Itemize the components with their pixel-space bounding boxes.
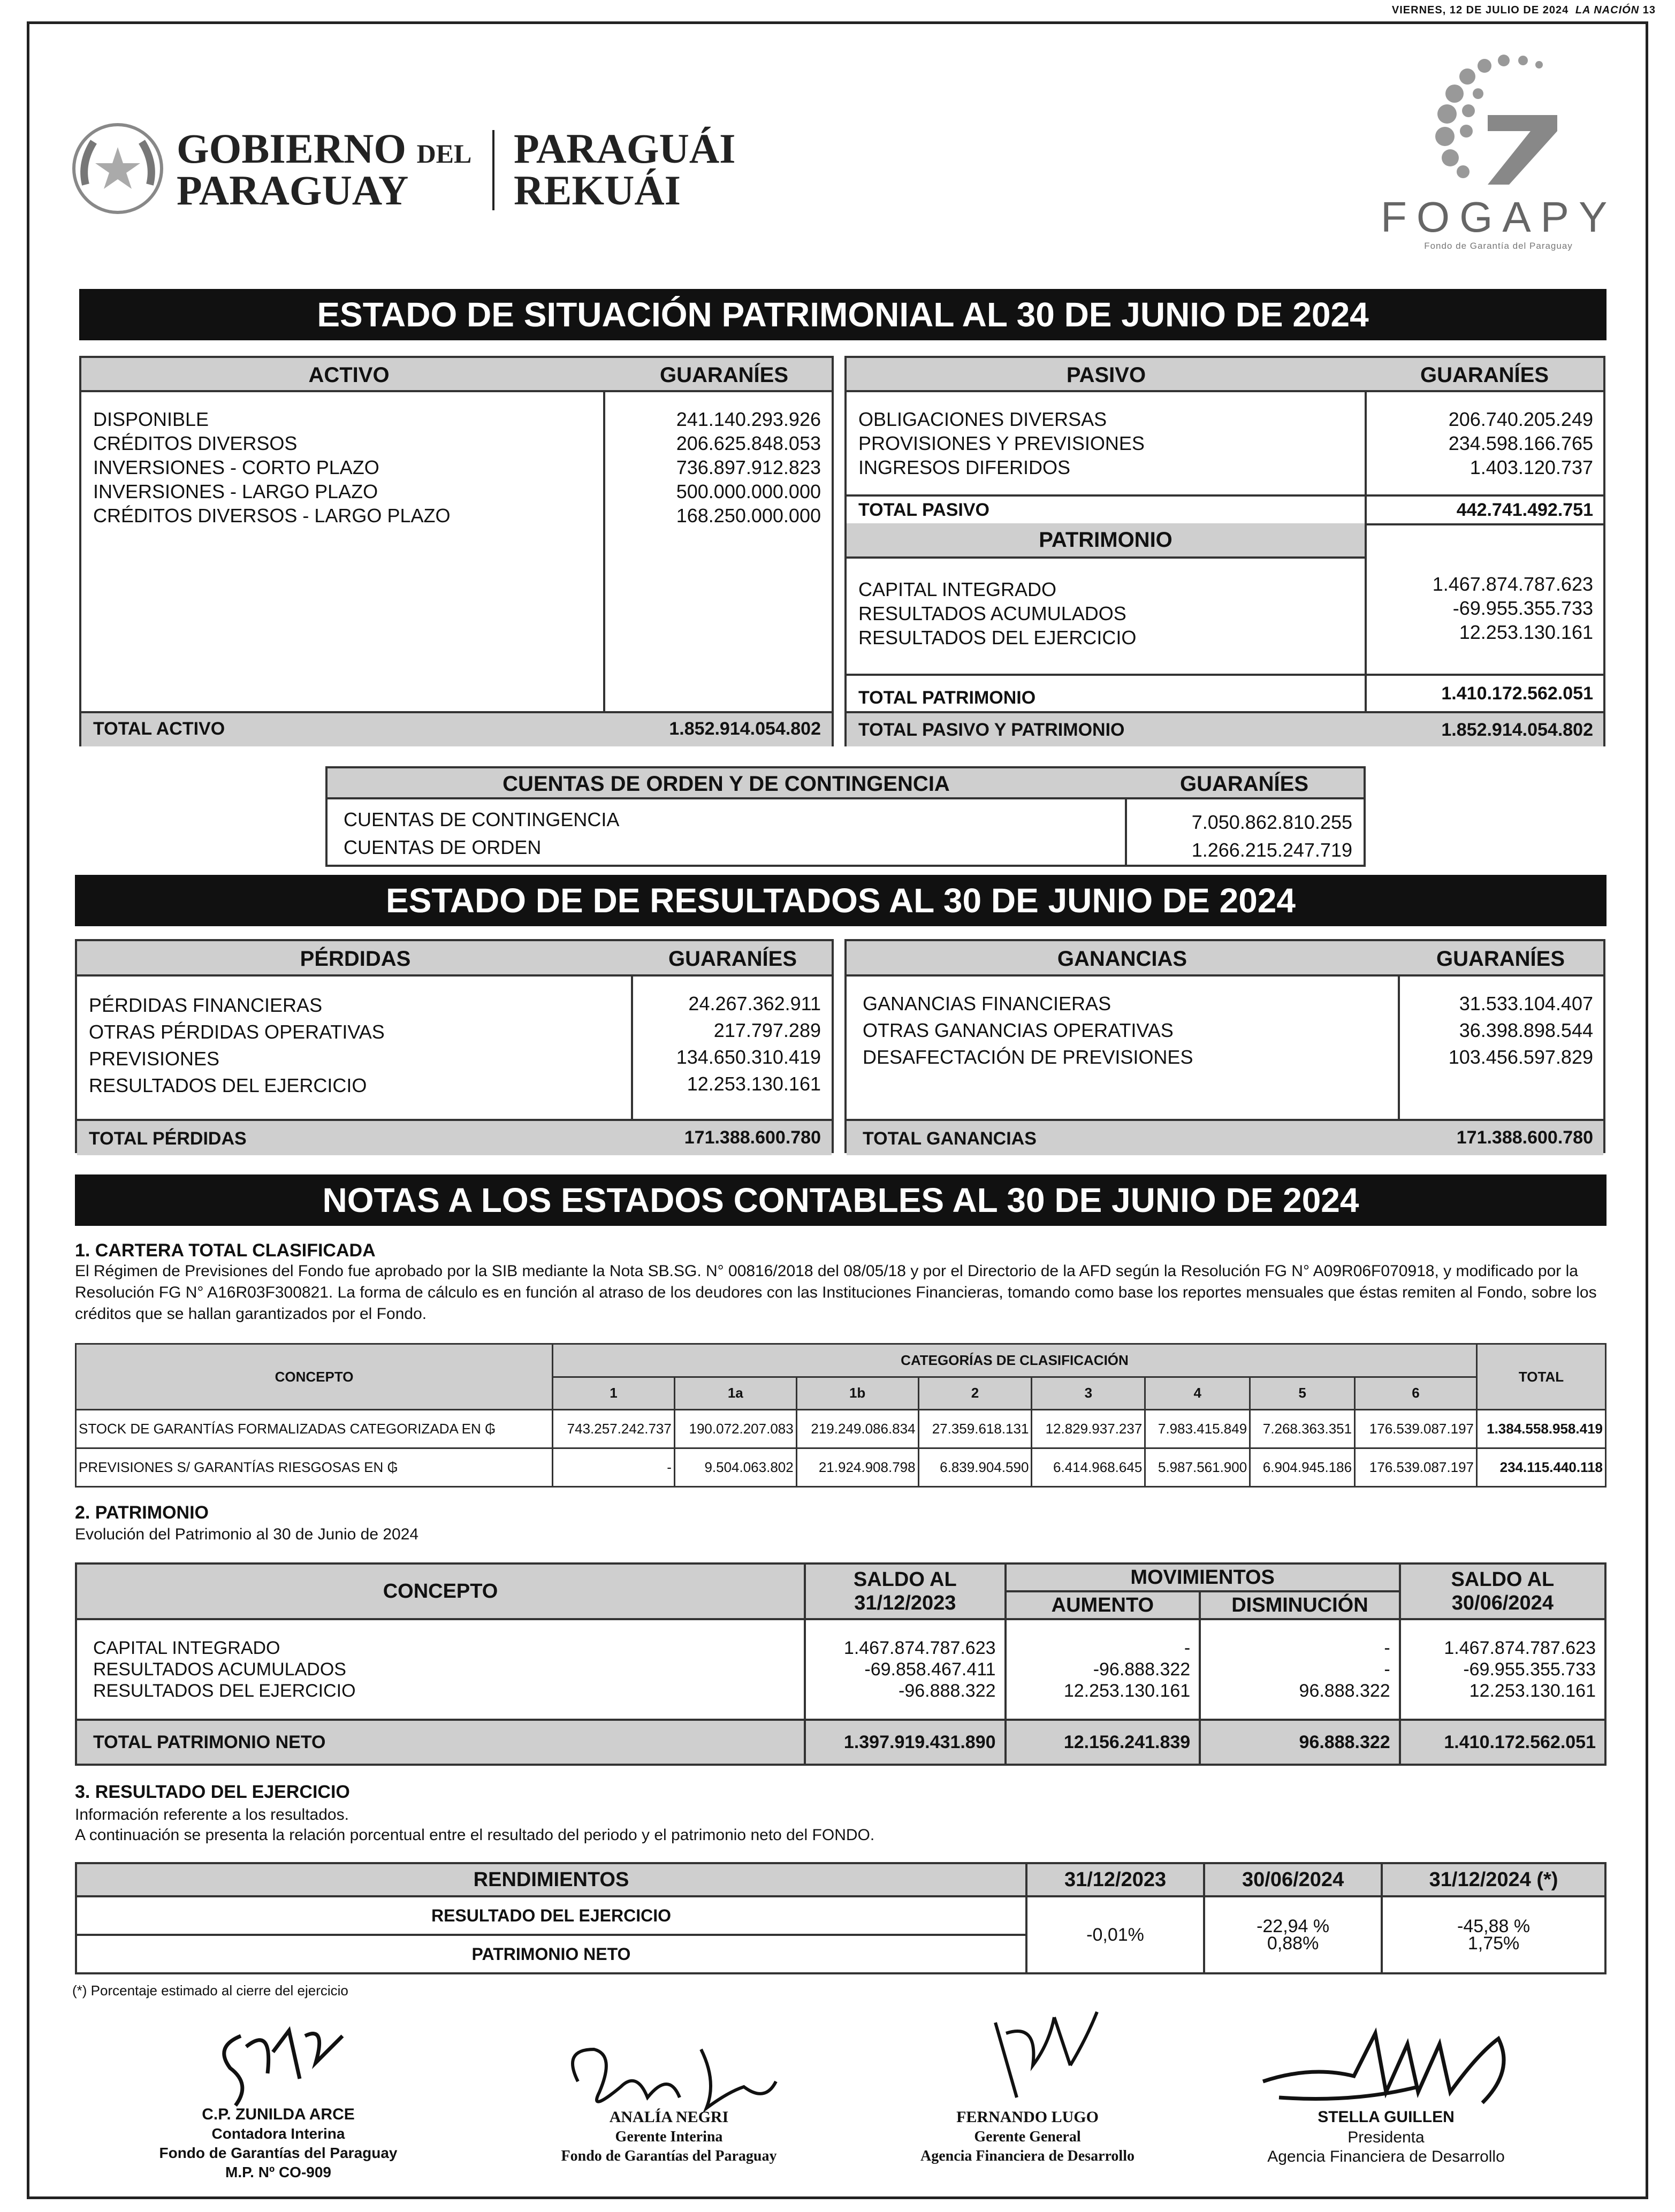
cuentas-value: 1.266.215.247.719 xyxy=(1191,839,1352,861)
pat-aumento-header: AUMENTO xyxy=(1006,1591,1200,1619)
nota3-title: 3. RESULTADO DEL EJERCICIO xyxy=(75,1782,350,1802)
activo-value: 736.897.912.823 xyxy=(676,456,821,478)
total-activo-label: TOTAL ACTIVO xyxy=(93,719,225,739)
pat-row-label: CAPITAL INTEGRADO xyxy=(93,1638,280,1659)
activo-label: INVERSIONES - LARGO PLAZO xyxy=(93,480,378,502)
pasivo-label: OBLIGACIONES DIVERSAS xyxy=(858,408,1107,430)
nota2-title: 2. PATRIMONIO xyxy=(75,1502,209,1523)
pat-concepto-header: CONCEPTO xyxy=(76,1563,805,1619)
patrimonio-label: RESULTADOS ACUMULADOS xyxy=(858,602,1126,624)
cuentas-box xyxy=(325,766,1366,867)
total-perdidas-value: 171.388.600.780 xyxy=(684,1127,821,1148)
total-perdidas-row xyxy=(77,1119,832,1155)
ganancias-value: 31.533.104.407 xyxy=(1459,993,1593,1015)
signature-3-role2: Agencia Financiera de Desarrollo xyxy=(920,2148,1135,2164)
patrimonio-label: RESULTADOS DEL EJERCICIO xyxy=(858,627,1137,649)
signature-4-image xyxy=(1247,2012,1525,2124)
ganancias-box xyxy=(844,939,1605,1153)
laurel-star-icon xyxy=(70,120,166,217)
pat-saldo1-header xyxy=(805,1563,1005,1619)
perdidas-label: PÉRDIDAS FINANCIERAS xyxy=(89,994,323,1016)
pasivo-label: PROVISIONES Y PREVISIONES xyxy=(858,432,1145,454)
cat-col-header: 1b xyxy=(796,1377,918,1410)
pat-labels xyxy=(76,1619,805,1720)
cat-cell: 743.257.242.737 xyxy=(553,1410,675,1448)
signature-1-role1: Contadora Interina xyxy=(211,2125,345,2142)
pat-total-label: TOTAL PATRIMONIO NETO xyxy=(76,1720,805,1765)
total-ganancias-label: TOTAL GANANCIAS xyxy=(863,1128,1037,1149)
rend-col-header: 30/06/2024 xyxy=(1204,1863,1382,1896)
balance-title: ESTADO DE SITUACIÓN PATRIMONIAL AL 30 DE JUNIO DE 2024 xyxy=(79,289,1607,340)
activo-label: CRÉDITOS DIVERSOS - LARGO PLAZO xyxy=(93,505,451,527)
rend-value-2023: -0,01% xyxy=(1026,1896,1204,1973)
cat-cell: 27.359.618.131 xyxy=(918,1410,1032,1448)
total-activo-value: 1.852.914.054.802 xyxy=(669,719,821,739)
cat-cell: 176.539.087.197 xyxy=(1355,1448,1477,1487)
pat-cell: - xyxy=(1384,1659,1390,1680)
pat-cell: - xyxy=(1384,1638,1390,1659)
perdidas-label: PREVISIONES xyxy=(89,1048,220,1070)
signature-2-name: ANALÍA NEGRI xyxy=(609,2108,729,2126)
cat-cell: 5.987.561.900 xyxy=(1145,1448,1250,1487)
total-ganancias-value: 171.388.600.780 xyxy=(1456,1127,1593,1148)
ganancias-label: OTRAS GANANCIAS OPERATIVAS xyxy=(863,1019,1174,1041)
activo-value: 168.250.000.000 xyxy=(676,505,821,527)
cat-row-label: PREVISIONES S/ GARANTÍAS RIESGOSAS EN ₲ xyxy=(76,1448,553,1487)
pasivo-label: INGRESOS DIFERIDOS xyxy=(858,456,1071,478)
pat-cell: -96.888.322 xyxy=(1093,1659,1191,1680)
ganancias-value: 103.456.597.829 xyxy=(1448,1046,1593,1068)
total-activo-row xyxy=(81,711,832,746)
rend-col-header: 31/12/2024 (*) xyxy=(1382,1863,1605,1896)
cat-cell: 21.924.908.798 xyxy=(796,1448,918,1487)
government-logo xyxy=(70,120,781,217)
pat-cell: -69.955.355.733 xyxy=(1463,1659,1596,1680)
header-date: VIERNES, 12 DE JULIO DE 2024 xyxy=(1391,4,1569,16)
pat-cell: 96.888.322 xyxy=(1299,1681,1390,1702)
pasivo-guaranies-header: GUARANÍES xyxy=(1420,363,1549,387)
pat-total-cell: 12.156.241.839 xyxy=(1006,1720,1200,1765)
fogapy-subtitle: Fondo de Garantía del Paraguay xyxy=(1424,241,1573,251)
activo-label: CRÉDITOS DIVERSOS xyxy=(93,432,298,454)
nota1-title: 1. CARTERA TOTAL CLASIFICADA xyxy=(75,1240,376,1261)
header-newspaper: LA NACIÓN xyxy=(1575,4,1640,16)
perdidas-value: 134.650.310.419 xyxy=(676,1046,821,1068)
patrimonio-value: 1.467.874.787.623 xyxy=(1432,573,1593,595)
rend-col-header: 31/12/2023 xyxy=(1026,1863,1204,1896)
pat-row-label: RESULTADOS DEL EJERCICIO xyxy=(93,1681,356,1702)
ganancias-value: 36.398.898.544 xyxy=(1459,1019,1593,1041)
activo-label: INVERSIONES - CORTO PLAZO xyxy=(93,456,379,478)
total-perdidas-label: TOTAL PÉRDIDAS xyxy=(89,1128,247,1149)
total-pasivo-value: 442.741.492.751 xyxy=(1456,500,1593,520)
nota3-text2: A continuación se presenta la relación porcentual entre el resultado del periodo y el patrimonio neto del FONDO. xyxy=(75,1826,875,1844)
logo-divider xyxy=(492,130,494,210)
pat-cell: -96.888.322 xyxy=(899,1681,996,1702)
rend-value: 0,88% xyxy=(1267,1933,1319,1954)
resultados-title: ESTADO DE DE RESULTADOS AL 30 DE JUNIO DE 2024 xyxy=(75,875,1607,926)
cat-row-label: STOCK DE GARANTÍAS FORMALIZADAS CATEGORIZADA EN ₲ xyxy=(76,1410,553,1448)
gov-name-del: DEL xyxy=(416,139,472,169)
signature-1-role3: M.P. Nº CO-909 xyxy=(225,2164,331,2180)
activo-guaranies-header: GUARANÍES xyxy=(659,363,789,387)
cat-cell: 7.268.363.351 xyxy=(1250,1410,1355,1448)
ganancias-header: GANANCIAS xyxy=(1057,947,1187,971)
total-pasivo-row xyxy=(847,494,1603,525)
pat-cell: 12.253.130.161 xyxy=(1469,1681,1596,1702)
signature-3-image xyxy=(963,2001,1124,2119)
patrimonio-value: 12.253.130.161 xyxy=(1459,621,1593,643)
signature-2-role1: Gerente Interina xyxy=(615,2129,723,2145)
perdidas-value: 24.267.362.911 xyxy=(688,993,821,1015)
activo-value: 206.625.848.053 xyxy=(676,432,821,454)
cat-col-header: 3 xyxy=(1032,1377,1145,1410)
total-patrimonio-value: 1.410.172.562.051 xyxy=(1441,683,1593,704)
perdidas-value: 12.253.130.161 xyxy=(687,1073,821,1095)
newspaper-header xyxy=(1392,4,1656,17)
signature-4-name: STELLA GUILLEN xyxy=(1318,2108,1455,2126)
activo-divider xyxy=(603,392,605,746)
rend-cell-2024-12 xyxy=(1382,1896,1605,1973)
fogapy-dots-icon xyxy=(1429,51,1568,190)
activo-box xyxy=(79,356,834,746)
pat-saldo2-header xyxy=(1400,1563,1605,1619)
pat-cell: 1.467.874.787.623 xyxy=(1444,1638,1596,1659)
table-row xyxy=(76,1619,1605,1720)
cat-col-header: 2 xyxy=(918,1377,1032,1410)
table-row xyxy=(76,1448,1606,1487)
table-row xyxy=(76,1410,1606,1448)
patrimonio-label: CAPITAL INTEGRADO xyxy=(858,578,1057,600)
cuentas-label: CUENTAS DE ORDEN xyxy=(344,836,542,858)
rendimientos-table xyxy=(75,1862,1607,1974)
pat-cell: 12.253.130.161 xyxy=(1063,1681,1191,1702)
cuentas-value: 7.050.862.810.255 xyxy=(1191,811,1352,833)
patrimonio-table xyxy=(75,1562,1607,1766)
ganancias-label: DESAFECTACIÓN DE PREVISIONES xyxy=(863,1046,1193,1068)
total-pasivo-patrimonio-row xyxy=(847,711,1603,746)
pat-saldo1-line2: 31/12/2023 xyxy=(854,1592,956,1615)
notas-title: NOTAS A LOS ESTADOS CONTABLES AL 30 DE JUNIO DE 2024 xyxy=(75,1174,1607,1226)
cuentas-divider xyxy=(1125,799,1127,867)
cat-cell: 176.539.087.197 xyxy=(1355,1410,1477,1448)
footnote: (*) Porcentaje estimado al cierre del ejercicio xyxy=(72,1982,348,1999)
patrimonio-header: PATRIMONIO xyxy=(847,523,1365,559)
cat-cell: - xyxy=(553,1448,675,1487)
pat-movimientos-header: MOVIMIENTOS xyxy=(1006,1563,1400,1591)
header-page: 13 xyxy=(1642,4,1656,16)
pat-saldo2-line2: 30/06/2024 xyxy=(1451,1592,1554,1615)
pat-saldo2-line1: SALDO AL xyxy=(1451,1568,1555,1591)
signature-2-role2: Fondo de Garantías del Paraguay xyxy=(561,2148,777,2164)
cat-categorias-header: CATEGORÍAS DE CLASIFICACIÓN xyxy=(553,1344,1477,1377)
cat-cell: 7.983.415.849 xyxy=(1145,1410,1250,1448)
rend-header: RENDIMIENTOS xyxy=(76,1863,1026,1896)
cat-row-total: 1.384.558.958.419 xyxy=(1477,1410,1606,1448)
pasivo-value: 234.598.166.765 xyxy=(1448,432,1593,454)
pasivo-box xyxy=(844,356,1605,746)
signature-scribble-icon xyxy=(1247,2012,1525,2124)
nota3-text1: Información referente a los resultados. xyxy=(75,1806,349,1824)
perdidas-header: PÉRDIDAS xyxy=(300,947,411,971)
rend-cell-2024-06 xyxy=(1204,1896,1382,1973)
gov-name-line2: PARAGUAY xyxy=(177,167,409,213)
cat-concepto-header: CONCEPTO xyxy=(76,1344,553,1410)
pat-cell: - xyxy=(1184,1638,1191,1659)
patrimonio-value: -69.955.355.733 xyxy=(1452,597,1593,619)
ganancias-label: GANANCIAS FINANCIERAS xyxy=(863,993,1111,1015)
pasivo-value: 1.403.120.737 xyxy=(1470,456,1593,478)
cat-row-total: 234.115.440.118 xyxy=(1477,1448,1606,1487)
fogapy-name: FOGAPY xyxy=(1381,193,1617,241)
perdidas-guaranies-header: GUARANÍES xyxy=(668,947,797,971)
signature-4-role1: Presidenta xyxy=(1347,2129,1425,2146)
gov-right-line2: REKUÁI xyxy=(514,167,681,213)
perdidas-label: OTRAS PÉRDIDAS OPERATIVAS xyxy=(89,1021,385,1043)
pasivo-header: PASIVO xyxy=(1066,363,1146,387)
pat-total-cell: 96.888.322 xyxy=(1200,1720,1400,1765)
cat-cell: 6.839.904.590 xyxy=(918,1448,1032,1487)
pat-cell: 1.467.874.787.623 xyxy=(843,1638,996,1659)
total-pp-label: TOTAL PASIVO Y PATRIMONIO xyxy=(858,720,1125,740)
perdidas-label: RESULTADOS DEL EJERCICIO xyxy=(89,1074,367,1096)
cat-cell: 6.904.945.186 xyxy=(1250,1448,1355,1487)
total-pp-value: 1.852.914.054.802 xyxy=(1441,720,1593,740)
rend-value: 1,75% xyxy=(1467,1933,1520,1954)
total-patrimonio-label: TOTAL PATRIMONIO xyxy=(858,688,1036,708)
nota1-text: El Régimen de Previsiones del Fondo fue aprobado por la SIB mediante la Nota SB.SG. N° 00816/2018 del 08/05/18 y por el Directorio de la AFD según la Resolución FG N° A09R06F070918, y modificado por la Resolución FG N° A16R03F300821. La forma de cálculo es en función al atraso de los deudores con las Instituciones Financieras, tomando como base los reportes mensuales que éstas remiten al Fondo, sobre los créditos que se hallan garantizados por el Fondo. xyxy=(75,1262,1597,1323)
pat-disminucion-header: DISMINUCIÓN xyxy=(1200,1591,1400,1619)
perdidas-box xyxy=(75,939,834,1153)
cat-cell: 6.414.968.645 xyxy=(1032,1448,1145,1487)
pat-total-cell: 1.410.172.562.051 xyxy=(1400,1720,1605,1765)
signature-1-name: C.P. ZUNILDA ARCE xyxy=(202,2106,355,2123)
pat-cell: -69.858.467.411 xyxy=(864,1659,996,1680)
cat-cell: 9.504.063.802 xyxy=(674,1448,796,1487)
signature-1-role2: Fondo de Garantías del Paraguay xyxy=(159,2145,398,2161)
cat-cell: 190.072.207.083 xyxy=(674,1410,796,1448)
rend-value: -45,88 % xyxy=(1457,1916,1531,1936)
fogapy-logo xyxy=(1381,51,1616,260)
rend-value: -22,94 % xyxy=(1257,1916,1330,1936)
signature-3-role1: Gerente General xyxy=(974,2129,1081,2145)
rend-row2-label: PATRIMONIO NETO xyxy=(76,1935,1026,1973)
activo-values xyxy=(611,407,821,528)
activo-labels xyxy=(93,407,596,528)
cat-col-header: 1a xyxy=(674,1377,796,1410)
pat-row-label: RESULTADOS ACUMULADOS xyxy=(93,1659,346,1680)
activo-label: DISPONIBLE xyxy=(93,408,209,430)
cat-cell: 12.829.937.237 xyxy=(1032,1410,1145,1448)
cat-cell: 219.249.086.834 xyxy=(796,1410,918,1448)
signature-scribble-icon xyxy=(963,2001,1124,2119)
rend-row1-label: RESULTADO DEL EJERCICIO xyxy=(76,1896,1026,1935)
cuentas-guaranies-header: GUARANÍES xyxy=(1179,772,1309,796)
cat-col-header: 4 xyxy=(1145,1377,1250,1410)
nota2-subtitle: Evolución del Patrimonio al 30 de Junio de 2024 xyxy=(75,1525,419,1543)
signature-4-role2: Agencia Financiera de Desarrollo xyxy=(1267,2148,1505,2165)
activo-header: ACTIVO xyxy=(308,363,390,387)
cuentas-header: CUENTAS DE ORDEN Y DE CONTINGENCIA xyxy=(502,772,950,796)
total-ganancias-row xyxy=(847,1119,1603,1155)
cat-col-header: 1 xyxy=(553,1377,675,1410)
cat-total-header: TOTAL xyxy=(1477,1344,1606,1410)
ganancias-guaranies-header: GUARANÍES xyxy=(1436,947,1565,971)
signature-3-name: FERNANDO LUGO xyxy=(956,2108,1099,2126)
categorias-table xyxy=(75,1343,1607,1488)
total-pasivo-label: TOTAL PASIVO xyxy=(858,500,989,520)
total-patrimonio-row xyxy=(847,674,1603,713)
cat-col-header: 6 xyxy=(1355,1377,1477,1410)
cat-col-header: 5 xyxy=(1250,1377,1355,1410)
perdidas-value: 217.797.289 xyxy=(713,1019,821,1041)
activo-value: 241.140.293.926 xyxy=(676,408,821,430)
activo-value: 500.000.000.000 xyxy=(676,480,821,502)
pat-total-cell: 1.397.919.431.890 xyxy=(805,1720,1005,1765)
gov-name-line1: GOBIERNO xyxy=(177,125,407,172)
pat-total-row xyxy=(76,1720,1605,1765)
cuentas-label: CUENTAS DE CONTINGENCIA xyxy=(344,808,620,830)
gov-right-line1: PARAGUÁI xyxy=(514,125,736,172)
pat-saldo1-line1: SALDO AL xyxy=(853,1568,957,1591)
pasivo-value: 206.740.205.249 xyxy=(1448,408,1593,430)
